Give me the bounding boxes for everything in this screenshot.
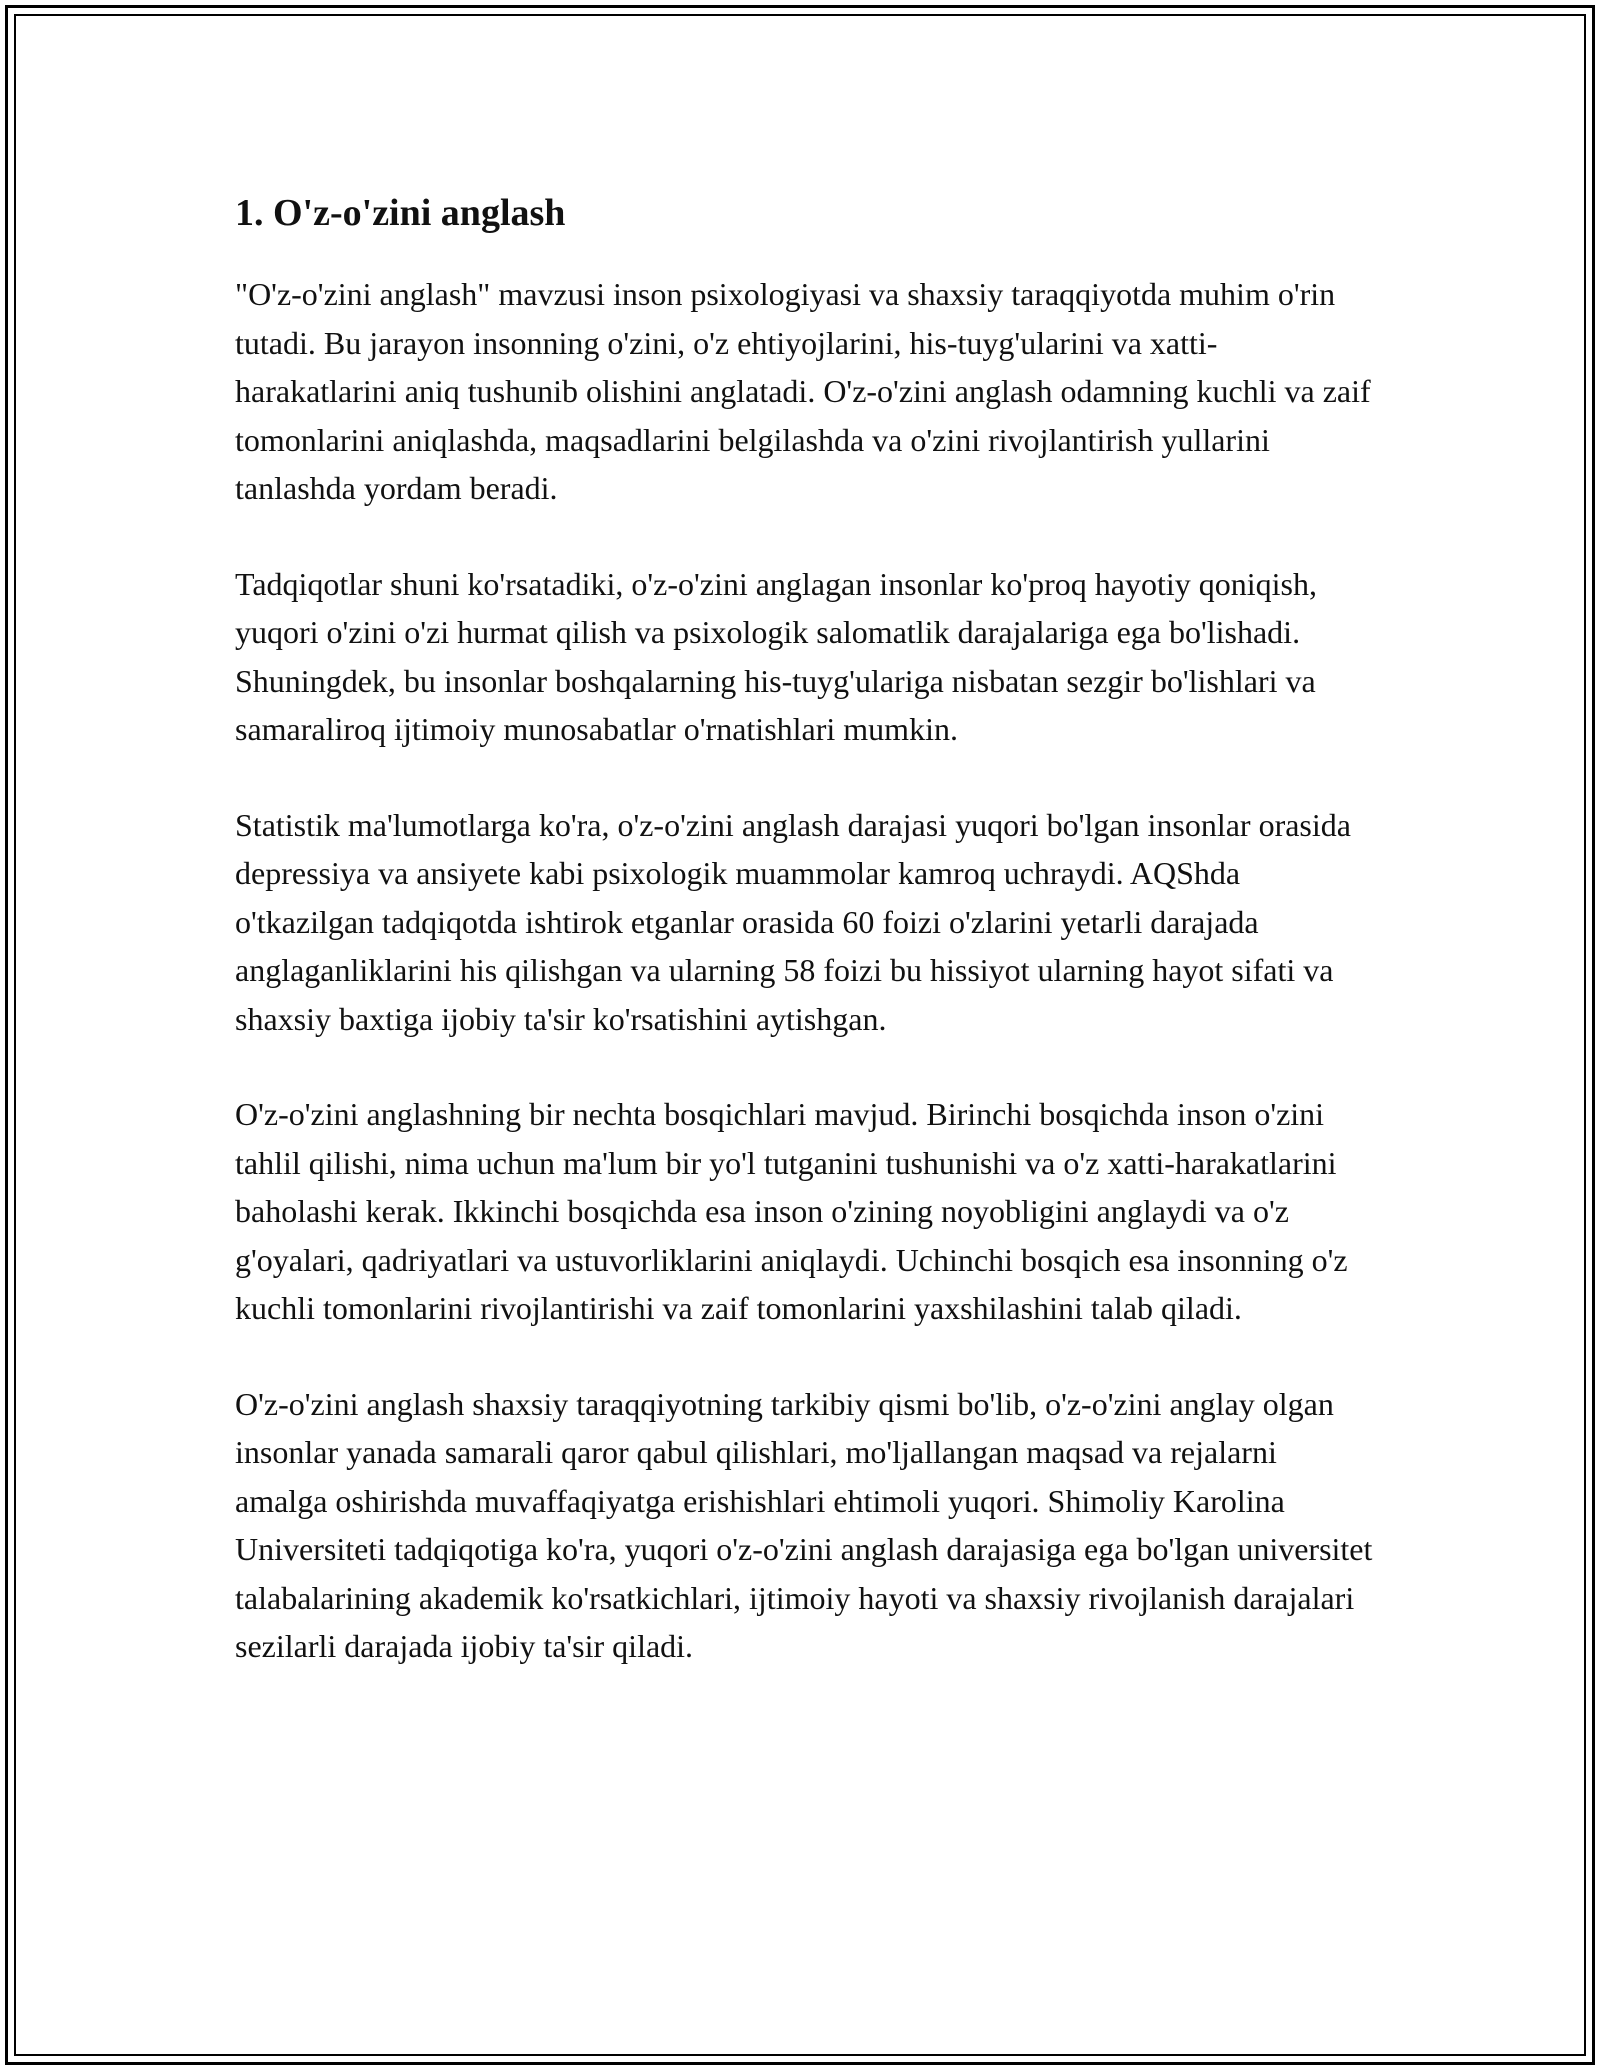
paragraph-4: O'z-o'zini anglashning bir nechta bosqichlari mavjud. Birinchi bosqichda inson o'zini tahlil qilishi, nima uchun ma'lum bir yo'l tutganini tushunishi va o'z xatti-harakatlarini baholashi kerak. Ikkinchi bosqichda esa inson o'zining noyobligini anglaydi va o'z g'oyalari, qadriyatlari va ustuvorliklarini aniqlaydi. Uchinchi bosqich esa insonning o'z kuchli tomonlarini rivojlantirishi va zaif tomonlarini yaxshilashini talab qiladi.	[235, 1096, 1348, 1326]
section-heading: 1. O'z-o'zini anglash	[235, 192, 566, 234]
paragraph-2: Tadqiqotlar shuni ko'rsatadiki, o'z-o'zini anglagan insonlar ko'proq hayotiy qoniqish, yuqori o'zini o'zi hurmat qilish va psixologik salomatlik darajalariga ega bo'lishadi. Shuningdek, bu insonlar boshqalarning his-tuyg'ulariga nisbatan sezgir bo'lishlari va samaraliroq ijtimoiy munosabatlar o'rnatishlari mumkin.	[235, 565, 1317, 747]
paragraph-5: O'z-o'zini anglash shaxsiy taraqqiyotning tarkibiy qismi bo'lib, o'z-o'zini anglay olgan insonlar yanada samarali qaror qabul qilishlari, mo'ljallangan maqsad va rejalarni amalga oshirishda muvaffaqiyatga erishishlari ehtimoli yuqori. Shimoliy Karolina Universiteti tadqiqotiga ko'ra, yuqori o'z-o'zini anglash darajasiga ega bo'lgan universitet talabalarining akademik ko'rsatkichlari, ijtimoiy hayoti va shaxsiy rivojlanish darajalari sezilarli darajada ijobiy ta'sir qiladi.	[235, 1385, 1373, 1664]
paragraph-3: Statistik ma'lumotlarga ko'ra, o'z-o'zini anglash darajasi yuqori bo'lgan insonlar orasida depressiya va ansiyete kabi psixologik muammolar kamroq uchraydi. AQShda o'tkazilgan tadqiqotda ishtirok etganlar orasida 60 foizi o'zlarini yetarli darajada anglaganliklarini his qilishgan va ularning 58 foizi bu hissiyot ularning hayot sifati va shaxsiy baxtiga ijobiy ta'sir ko'rsatishini aytishgan.	[235, 806, 1351, 1037]
document-body	[235, 180, 1375, 1718]
paragraph-1: "O'z-o'zini anglash" mavzusi inson psixologiyasi va shaxsiy taraqqiyotda muhim o'rin tutadi. Bu jarayon insonning o'zini, o'z ehtiyojlarini, his-tuyg'ularini va xatti-harakatlarini aniq tushunib olishini anglatadi. O'z-o'zini anglash odamning kuchli va zaif tomonlarini aniqlashda, maqsadlarini belgilashda va o'zini rivojlantirish yullarini tanlashda yordam beradi.	[235, 276, 1371, 506]
